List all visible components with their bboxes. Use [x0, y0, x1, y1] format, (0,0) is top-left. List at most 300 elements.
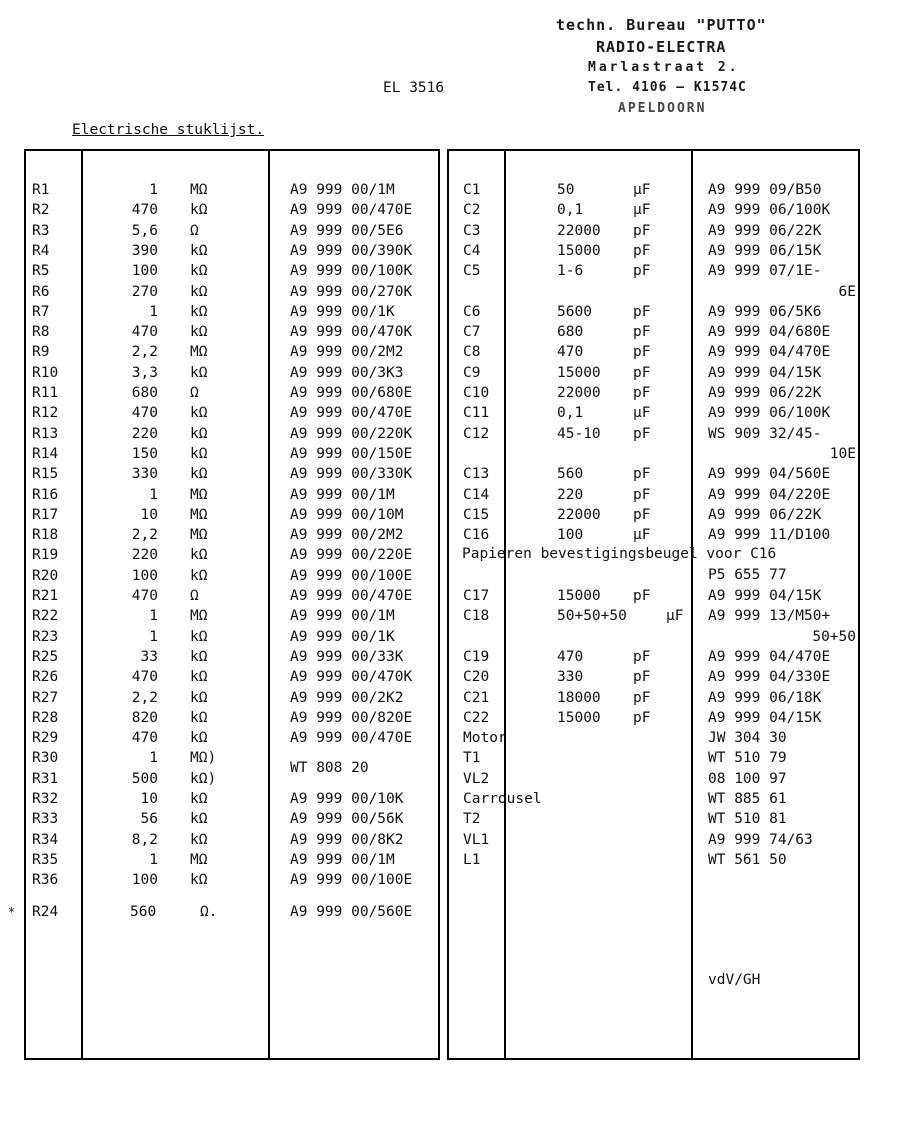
resistor-ref: R25: [32, 648, 59, 665]
capacitor-value: 470: [557, 648, 584, 665]
resistor-ref: R11: [32, 385, 59, 401]
capacitor-code: A9 999 04/15K: [708, 364, 822, 381]
r24-ref: R24: [32, 904, 59, 920]
resistor-code: A9 999 00/10M: [290, 506, 404, 523]
capacitor-unit: µF: [633, 405, 651, 422]
resistor-ref: R29: [32, 730, 59, 747]
resistor-unit: kΩ: [190, 303, 208, 320]
capacitor-code-continued: 6E: [838, 283, 856, 300]
capacitor-code-continued: 10E: [829, 445, 856, 462]
table-row: [447, 241, 860, 261]
stamp-line-1: techn. Bureau "PUTTO": [556, 16, 767, 34]
capacitor-value: 22000: [557, 506, 601, 523]
table-row: [447, 505, 860, 525]
r24-mark: *: [8, 905, 16, 919]
resistor-ref: R5: [32, 263, 50, 280]
resistor-code: A9 999 00/150E: [290, 445, 413, 462]
capacitor-ref: C18: [463, 608, 490, 625]
part-ref: T1: [463, 750, 481, 767]
table-row: [0, 708, 440, 728]
resistor-value: 330: [131, 466, 158, 483]
table-row: [447, 667, 860, 687]
capacitor-unit: pF: [633, 588, 651, 604]
resistor-unit: kΩ: [190, 547, 208, 564]
capacitor-value: 15000: [557, 242, 601, 259]
table-row: [0, 525, 440, 545]
resistor-ref: R30: [32, 750, 59, 767]
resistor-code: A9 999 00/100K: [290, 263, 413, 280]
capacitor-unit: µF: [633, 527, 651, 544]
resistor-value: 470: [131, 202, 158, 219]
resistor-unit: MΩ: [190, 506, 208, 523]
table-row: [447, 606, 860, 626]
capacitor-value: 15000: [557, 364, 601, 381]
resistor-unit: MΩ: [190, 527, 208, 544]
resistor-ref: R1: [32, 182, 50, 198]
table-row: [447, 464, 860, 484]
resistor-ref: R31: [32, 770, 59, 787]
table-row: [0, 627, 440, 647]
capacitor-value: 470: [557, 344, 584, 361]
capacitor-value: 45-10: [557, 425, 601, 442]
capacitor-unit: µF: [666, 608, 684, 625]
resistor-value: 470: [131, 324, 158, 341]
resistor-code: A9 999 00/8K2: [290, 831, 404, 848]
resistor-unit: kΩ: [190, 648, 208, 665]
resistor-value: 10: [140, 791, 158, 807]
table-row: [0, 282, 440, 302]
capacitor-code: A9 999 11/D100: [708, 527, 831, 544]
capacitor-ref: C17: [463, 588, 490, 604]
resistor-code: A9 999 00/470E: [290, 405, 413, 422]
resistor-ref: R36: [32, 872, 59, 889]
resistor-unit: kΩ: [190, 283, 208, 300]
capacitor-ref: C21: [463, 689, 490, 706]
resistor-ref: R2: [32, 202, 50, 219]
resistor-value: 820: [131, 709, 158, 726]
resistor-code: A9 999 00/1K: [290, 628, 395, 645]
r24-value: 560: [130, 904, 157, 920]
capacitor-ref: C2: [463, 202, 481, 219]
resistor-value: 150: [131, 445, 158, 462]
capacitor-value: 15000: [557, 588, 601, 604]
resistor-ref: R15: [32, 466, 59, 483]
resistor-value: 56: [140, 811, 158, 828]
resistor-code: A9 999 00/270K: [290, 283, 413, 300]
capacitor-code: A9 999 06/100K: [708, 202, 831, 219]
table-row: [0, 322, 440, 342]
resistor-code: A9 999 00/330K: [290, 466, 413, 483]
capacitor-ref: C7: [463, 324, 481, 341]
resistor-value: 1: [149, 486, 158, 503]
bracket-code: P5 655 77: [708, 567, 787, 583]
capacitor-code: A9 999 04/470E: [708, 648, 831, 665]
stamp-line-4: Tel. 4106 — K1574C: [588, 80, 747, 95]
capacitor-unit: pF: [633, 648, 651, 665]
resistor-unit: kΩ: [190, 202, 208, 219]
resistor-unit: kΩ: [190, 405, 208, 422]
capacitor-code: A9 999 04/15K: [708, 588, 822, 604]
table-row: [0, 342, 440, 362]
capacitor-code: A9 999 09/B50: [708, 182, 822, 198]
table-row: [447, 424, 860, 444]
capacitor-unit: pF: [633, 344, 651, 361]
capacitor-unit: pF: [633, 466, 651, 483]
part-ref: Motor: [463, 730, 507, 747]
resistor-code: A9 999 00/100E: [290, 872, 413, 889]
capacitor-value: 0,1: [557, 202, 584, 219]
table-row: [447, 485, 860, 505]
capacitor-ref: C15: [463, 506, 490, 523]
resistor-code: A9 999 00/1M: [290, 851, 395, 868]
resistor-unit: kΩ: [190, 324, 208, 341]
capacitor-code: A9 999 06/22K: [708, 385, 822, 401]
capacitor-code: A9 999 04/220E: [708, 486, 831, 503]
table-row: [447, 809, 860, 829]
table-row: [0, 870, 440, 890]
resistor-ref: R18: [32, 527, 59, 544]
resistor-ref: R6: [32, 283, 50, 300]
resistor-unit: kΩ: [190, 242, 208, 259]
capacitor-ref: C4: [463, 242, 481, 259]
capacitor-value: 560: [557, 466, 584, 483]
resistor-unit: kΩ: [190, 445, 208, 462]
stamp-line-2: RADIO-ELECTRA: [596, 38, 727, 56]
resistor-ref: R8: [32, 324, 50, 341]
table-row: [0, 464, 440, 484]
resistor-value: 2,2: [131, 527, 158, 544]
resistor-unit: kΩ): [190, 770, 217, 787]
resistor-unit: kΩ: [190, 466, 208, 483]
capacitor-code: WS 909 32/45-: [708, 425, 822, 442]
capacitor-unit: pF: [633, 324, 651, 341]
resistor-ref: R16: [32, 486, 59, 503]
table-row: [447, 748, 860, 768]
resistor-code: A9 999 00/470E: [290, 202, 413, 219]
capacitor-unit: pF: [633, 364, 651, 381]
resistor-code: WT 808 20: [290, 760, 369, 777]
resistor-ref: R33: [32, 811, 59, 828]
resistor-unit: kΩ: [190, 263, 208, 280]
capacitor-ref: C9: [463, 364, 481, 381]
resistor-unit: kΩ: [190, 872, 208, 889]
resistor-ref: R22: [32, 608, 59, 625]
table-row: [0, 728, 440, 748]
capacitor-ref: C3: [463, 222, 481, 239]
table-row: [447, 850, 860, 870]
capacitor-ref: C20: [463, 669, 490, 686]
resistor-unit: Ω: [190, 385, 199, 401]
part-code: WT 510 79: [708, 750, 787, 767]
capacitor-ref: C11: [463, 405, 490, 422]
resistor-code: A9 999 00/1M: [290, 608, 395, 625]
capacitor-code-continued: 50+50: [812, 628, 856, 645]
capacitor-code: A9 999 13/M50+: [708, 608, 831, 625]
table-row: [447, 403, 860, 423]
capacitor-ref: C6: [463, 303, 481, 320]
capacitor-ref: C16: [463, 527, 490, 544]
resistor-value: 270: [131, 283, 158, 300]
resistor-value: 5,6: [131, 222, 158, 239]
table-row: [0, 221, 440, 241]
table-row: [0, 688, 440, 708]
part-ref: Carrousel: [463, 791, 542, 807]
part-ref: T2: [463, 811, 481, 828]
part-ref: VL1: [463, 831, 490, 848]
capacitor-value: 0,1: [557, 405, 584, 422]
table-row: [0, 485, 440, 505]
capacitor-value: 680: [557, 324, 584, 341]
capacitor-value: 5600: [557, 303, 592, 320]
bracket-line: Papieren bevestigingsbeugel voor C16: [462, 546, 777, 562]
resistor-value: 470: [131, 730, 158, 747]
table-row: [447, 789, 860, 809]
table-row: [447, 363, 860, 383]
table-row: [447, 728, 860, 748]
resistor-value: 2,2: [131, 344, 158, 361]
capacitor-value: 15000: [557, 709, 601, 726]
capacitor-unit: pF: [633, 425, 651, 442]
resistor-ref: R21: [32, 588, 59, 604]
capacitor-ref: C5: [463, 263, 481, 280]
table-row: [0, 566, 440, 586]
resistor-unit: Ω: [190, 588, 199, 604]
resistor-code: A9 999 00/2K2: [290, 689, 404, 706]
table-row: [0, 667, 440, 687]
resistor-code: A9 999 00/2M2: [290, 527, 404, 544]
resistor-value: 390: [131, 242, 158, 259]
resistor-code: A9 999 00/470K: [290, 669, 413, 686]
resistor-value: 1: [149, 303, 158, 320]
resistor-code: A9 999 00/680E: [290, 385, 413, 401]
resistor-ref: R27: [32, 689, 59, 706]
part-code: WT 885 61: [708, 791, 787, 807]
table-row: [0, 383, 440, 403]
capacitor-value: 330: [557, 669, 584, 686]
capacitor-unit: pF: [633, 506, 651, 523]
table-row: [0, 789, 440, 809]
table-row: [447, 627, 860, 647]
capacitor-code: A9 999 06/22K: [708, 222, 822, 239]
resistor-value: 220: [131, 425, 158, 442]
resistor-unit: MΩ: [190, 851, 208, 868]
resistor-value: 470: [131, 588, 158, 604]
capacitor-value: 22000: [557, 222, 601, 239]
resistor-code: A9 999 00/820E: [290, 709, 413, 726]
resistor-unit: kΩ: [190, 628, 208, 645]
resistor-code: A9 999 00/1K: [290, 303, 395, 320]
capacitor-ref: C1: [463, 182, 481, 198]
table-row: [447, 322, 860, 342]
resistor-unit: kΩ: [190, 567, 208, 584]
resistor-ref: R20: [32, 567, 59, 584]
resistor-value: 470: [131, 405, 158, 422]
resistor-ref: R17: [32, 506, 59, 523]
table-row: [447, 342, 860, 362]
resistor-ref: R35: [32, 851, 59, 868]
resistor-code: A9 999 00/1M: [290, 486, 395, 503]
resistor-value: 2,2: [131, 689, 158, 706]
resistor-ref: R28: [32, 709, 59, 726]
table-row: [0, 363, 440, 383]
resistor-code: A9 999 00/2M2: [290, 344, 404, 361]
table-row: [447, 444, 860, 464]
resistor-unit: MΩ: [190, 182, 208, 198]
capacitor-value: 50: [557, 182, 575, 198]
capacitor-ref: C10: [463, 385, 490, 401]
resistor-code: A9 999 00/56K: [290, 811, 404, 828]
table-row: [0, 302, 440, 322]
resistor-code: A9 999 00/1M: [290, 182, 395, 198]
resistor-code: A9 999 00/10K: [290, 791, 404, 807]
resistor-value: 1: [149, 750, 158, 767]
resistor-ref: R23: [32, 628, 59, 645]
capacitor-ref: C22: [463, 709, 490, 726]
page-title: Electrische stuklijst.: [72, 122, 265, 138]
resistor-unit: kΩ: [190, 709, 208, 726]
resistor-value: 3,3: [131, 364, 158, 381]
table-row: [447, 221, 860, 241]
resistor-unit: kΩ: [190, 669, 208, 686]
table-row: [0, 830, 440, 850]
capacitor-unit: pF: [633, 242, 651, 259]
resistor-value: 33: [140, 648, 158, 665]
resistor-unit: kΩ: [190, 730, 208, 747]
capacitor-code: A9 999 04/330E: [708, 669, 831, 686]
capacitor-code: A9 999 06/5K6: [708, 303, 822, 320]
resistor-ref: R12: [32, 405, 59, 422]
table-row: [447, 302, 860, 322]
resistor-value: 220: [131, 547, 158, 564]
resistor-code: A9 999 00/390K: [290, 242, 413, 259]
resistor-ref: R4: [32, 242, 50, 259]
resistor-unit: kΩ: [190, 791, 208, 807]
capacitor-unit: pF: [633, 222, 651, 239]
capacitor-unit: pF: [633, 263, 651, 280]
table-row: [0, 809, 440, 829]
resistor-unit: kΩ: [190, 364, 208, 381]
resistor-value: 100: [131, 567, 158, 584]
resistor-value: 1: [149, 608, 158, 625]
capacitor-unit: pF: [633, 709, 651, 726]
capacitor-ref: C8: [463, 344, 481, 361]
table-row-r24: [0, 902, 440, 922]
table-row: [447, 180, 860, 200]
capacitor-code: A9 999 06/18K: [708, 689, 822, 706]
resistor-unit: MΩ: [190, 486, 208, 503]
resistor-ref: R7: [32, 303, 50, 320]
resistor-value: 10: [140, 506, 158, 523]
resistor-value: 100: [131, 872, 158, 889]
part-code: 08 100 97: [708, 770, 787, 787]
capacitor-code: A9 999 04/560E: [708, 466, 831, 483]
table-row: [0, 444, 440, 464]
part-code: WT 561 50: [708, 851, 787, 868]
capacitor-value: 50+50+50: [557, 608, 627, 625]
table-row: [0, 769, 440, 789]
resistor-value: 470: [131, 669, 158, 686]
resistor-unit: Ω: [190, 222, 199, 239]
stamp-line-3: Marlastraat 2.: [588, 60, 740, 75]
table-row: [0, 545, 440, 565]
capacitor-ref: C14: [463, 486, 490, 503]
resistor-value: 1: [149, 628, 158, 645]
resistor-ref: R10: [32, 364, 59, 381]
resistor-code: A9 999 00/100E: [290, 567, 413, 584]
table-row: [0, 200, 440, 220]
initials: vdV/GH: [708, 972, 761, 988]
table-row: [0, 586, 440, 606]
resistor-ref: R9: [32, 344, 50, 361]
table-row: [447, 383, 860, 403]
resistor-value: 680: [131, 385, 158, 401]
capacitor-code: A9 999 06/100K: [708, 405, 831, 422]
resistor-value: 500: [131, 770, 158, 787]
part-code: WT 510 81: [708, 811, 787, 828]
capacitor-unit: pF: [633, 486, 651, 503]
resistor-code: A9 999 00/5E6: [290, 222, 404, 239]
capacitor-value: 100: [557, 527, 584, 544]
resistor-value: 1: [149, 851, 158, 868]
capacitor-value: 18000: [557, 689, 601, 706]
table-row: [447, 830, 860, 850]
table-row: [0, 424, 440, 444]
table-row: [447, 525, 860, 545]
table-row: [0, 505, 440, 525]
resistor-value: 100: [131, 263, 158, 280]
resistor-ref: R13: [32, 425, 59, 442]
resistor-code: A9 999 00/470K: [290, 324, 413, 341]
resistor-unit: kΩ: [190, 689, 208, 706]
r24-unit: Ω.: [200, 904, 218, 920]
capacitor-ref: C19: [463, 648, 490, 665]
capacitor-code: A9 999 04/680E: [708, 324, 831, 341]
resistor-ref: R26: [32, 669, 59, 686]
resistor-code: A9 999 00/3K3: [290, 364, 404, 381]
table-row: [0, 748, 440, 777]
part-code: A9 999 74/63: [708, 831, 813, 848]
table-row: [447, 688, 860, 708]
resistor-value: 1: [149, 182, 158, 198]
table-row: [447, 200, 860, 220]
resistor-ref: R34: [32, 831, 59, 848]
table-row: [447, 769, 860, 789]
capacitor-unit: µF: [633, 202, 651, 219]
capacitor-value: 1-6: [557, 263, 584, 280]
table-row: [447, 261, 860, 281]
r24-code: A9 999 00/560E: [290, 904, 413, 920]
resistor-unit: kΩ: [190, 425, 208, 442]
resistor-code: A9 999 00/220E: [290, 547, 413, 564]
stamp-line-5: APELDOORN: [618, 101, 707, 116]
resistor-value: 8,2: [131, 831, 158, 848]
capacitor-unit: µF: [633, 182, 651, 198]
resistor-ref: R3: [32, 222, 50, 239]
resistor-code: A9 999 00/33K: [290, 648, 404, 665]
resistor-ref: R19: [32, 547, 59, 564]
table-row: [447, 647, 860, 667]
capacitor-value: 22000: [557, 385, 601, 401]
table-row: [0, 606, 440, 626]
table-row: [0, 241, 440, 261]
table-row: [447, 282, 860, 302]
resistor-ref: R32: [32, 791, 59, 807]
table-row: [0, 850, 440, 870]
capacitor-code: A9 999 04/470E: [708, 344, 831, 361]
capacitor-ref: C12: [463, 425, 490, 442]
part-ref: L1: [463, 851, 481, 868]
capacitor-unit: pF: [633, 385, 651, 401]
